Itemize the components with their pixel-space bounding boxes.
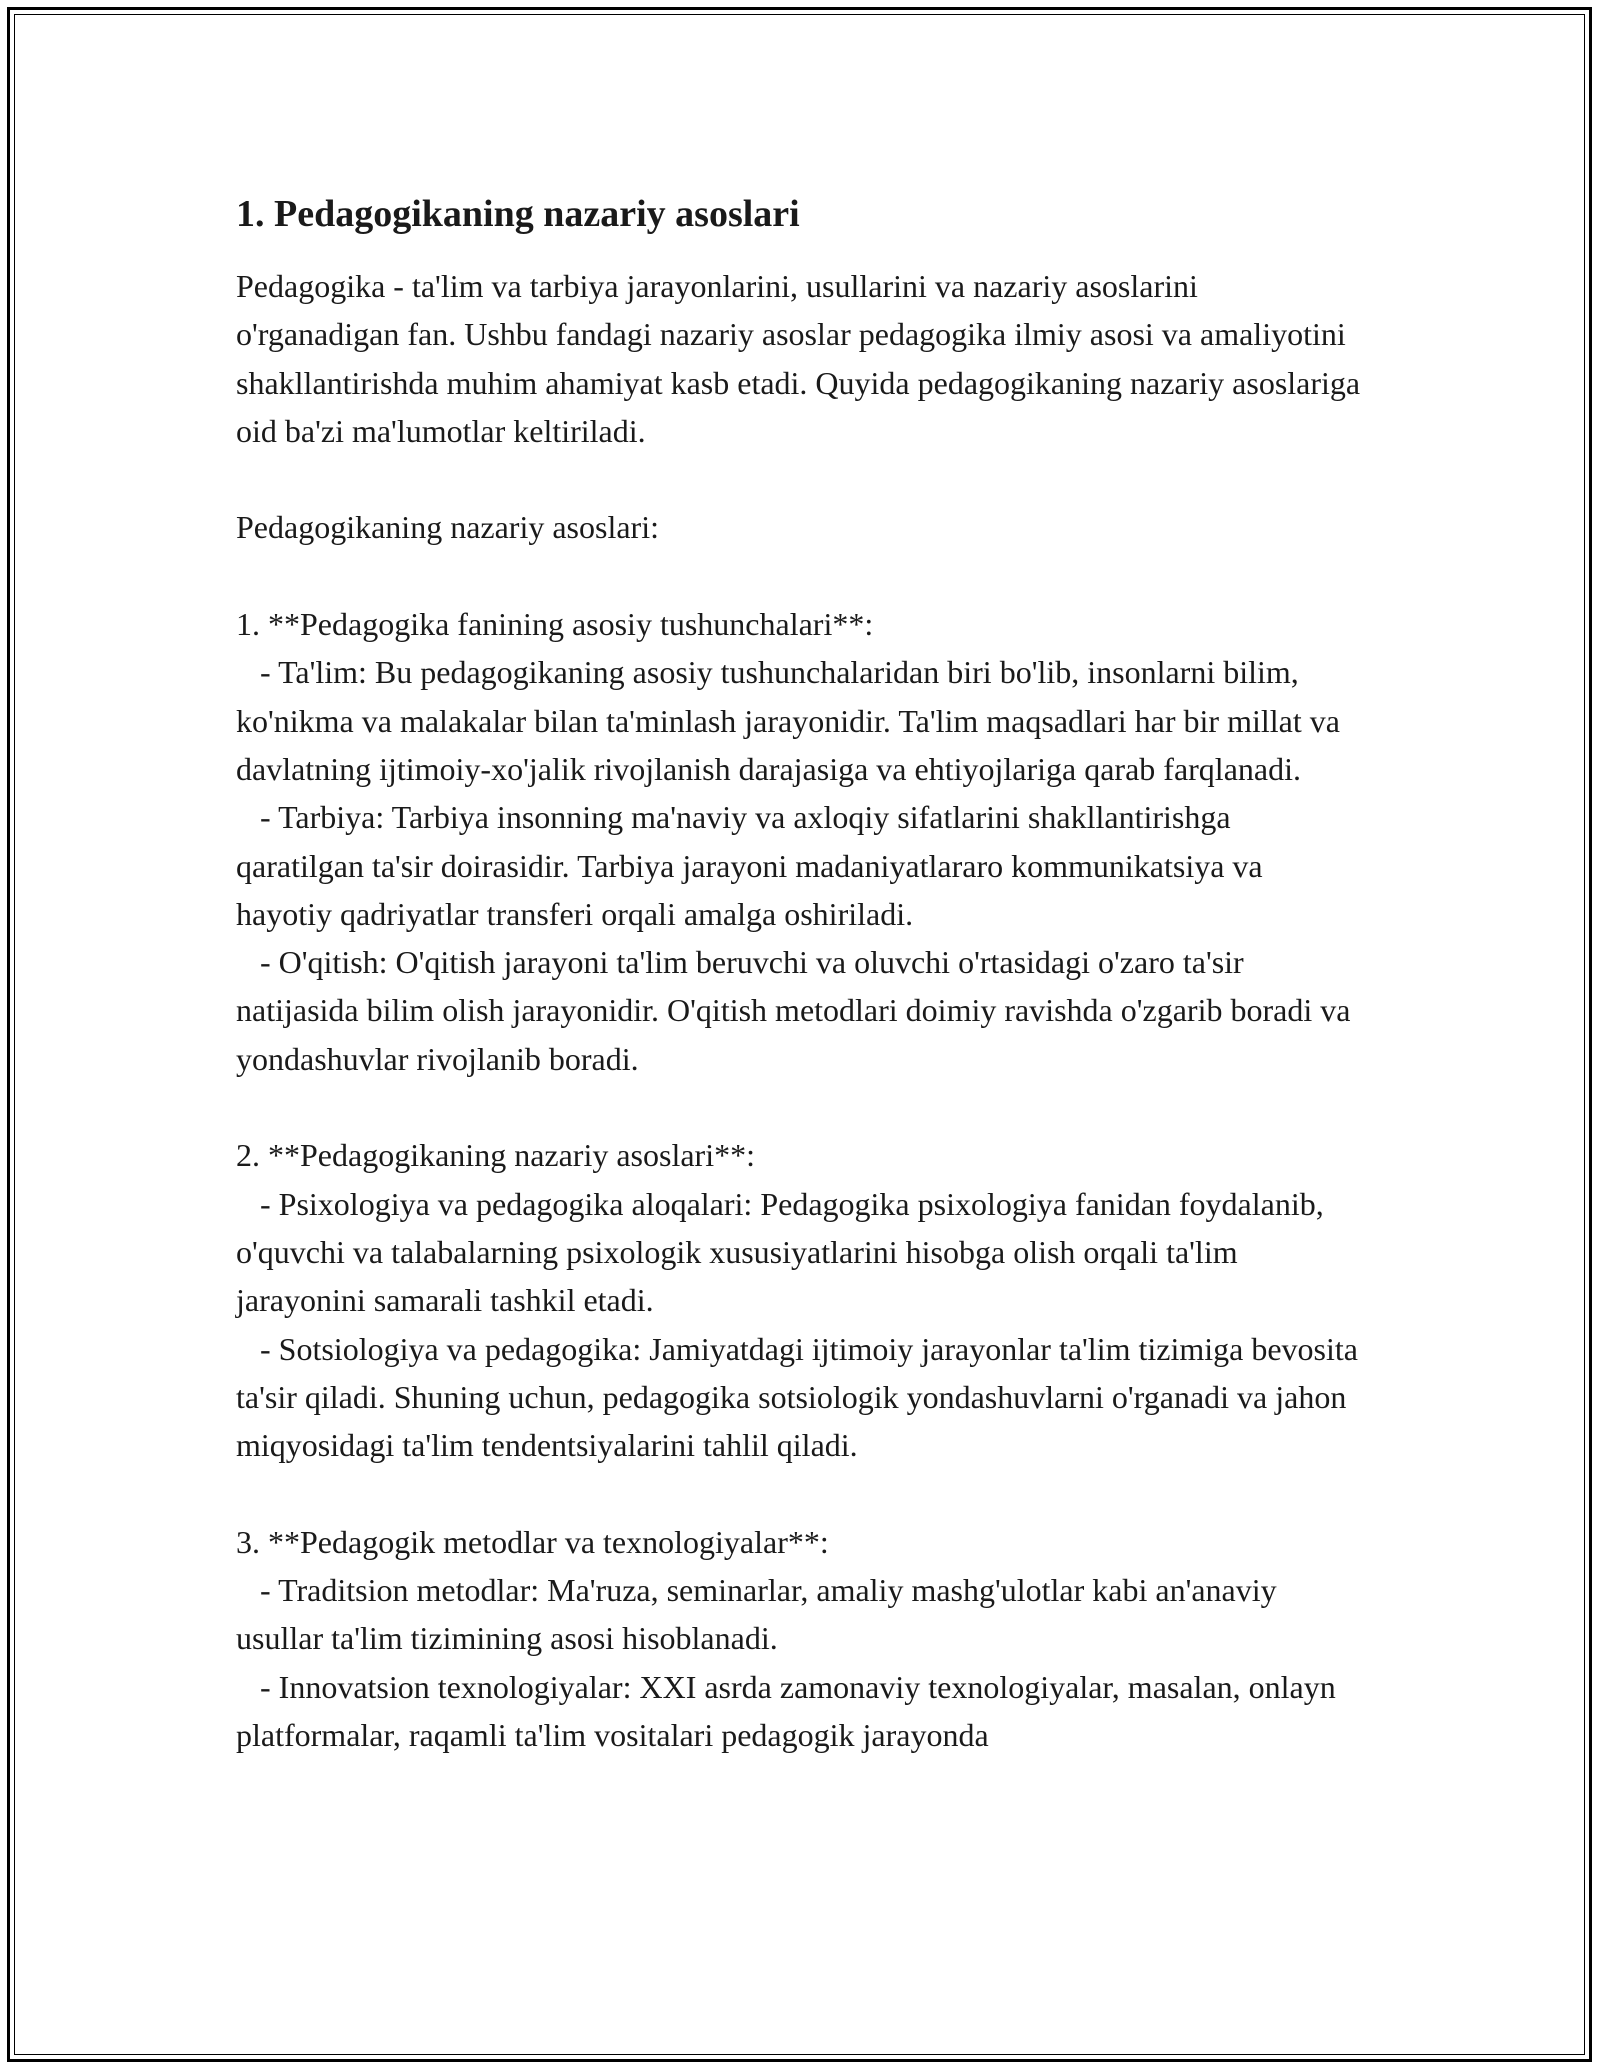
document-content	[236, 190, 1366, 1759]
page-title: 1. Pedagogikaning nazariy asoslari	[236, 193, 800, 235]
body-text: Pedagogika - ta'lim va tarbiya jarayonlarini, usullarini va nazariy asoslarini o'rganadigan fan. Ushbu fandagi nazariy asoslar pedagogika ilmiy asosi va amaliyotini shakllantirishda muhim ahamiyat kasb etadi. Quyida pedagogikaning nazariy asoslariga oid ba'zi ma'lumotlar keltiriladi. Pedagogikaning nazariy asoslari: 1. **Pedagogika fanining asosiy tushunchalari**: - Ta'lim: Bu pedagogikaning asosiy tushunchalaridan biri bo'lib, insonlarni bilim, ko'nikma va malakalar bilan ta'minlash jarayonidir. Ta'lim maqsadlari har bir millat va davlatning ijtimoiy-xo'jalik rivojlanish darajasiga va ehtiyojlariga qarab farqlanadi. - Tarbiya: Tarbiya insonning ma'naviy va axloqiy sifatlarini shakllantirishga qaratilgan ta'sir doirasidir. Tarbiya jarayoni madaniyatlararo kommunikatsiya va hayotiy qadriyatlar transferi orqali amalga oshiriladi. - O'qitish: O'qitish jarayoni ta'lim beruvchi va oluvchi o'rtasidagi o'zaro ta'sir natijasida bilim olish jarayonidir. O'qitish metodlari doimiy ravishda o'zgarib boradi va yondashuvlar rivojlanib boradi. 2. **Pedagogikaning nazariy asoslari**: - Psixologiya va pedagogika aloqalari: Pedagogika psixologiya fanidan foydalanib, o'quvchi va talabalarning psixologik xususiyatlarini hisobga olish orqali ta'lim jarayonini samarali tashkil etadi. - Sotsiologiya va pedagogika: Jamiyatdagi ijtimoiy jarayonlar ta'lim tizimiga bevosita ta'sir qiladi. Shuning uchun, pedagogika sotsiologik yondashuvlarni o'rganadi va jahon miqyosidagi ta'lim tendentsiyalarini tahlil qiladi. 3. **Pedagogik metodlar va texnologiyalar**: - Traditsion metodlar: Ma'ruza, seminarlar, amaliy mashg'ulotlar kabi an'anaviy usullar ta'lim tizimining asosi hisoblanadi. - Innovatsion texnologiyalar: XXI asrda zamonaviy texnologiyalar, masalan, onlayn platformalar, raqamli ta'lim vositalari pedagogik jarayonda	[236, 268, 1361, 1753]
